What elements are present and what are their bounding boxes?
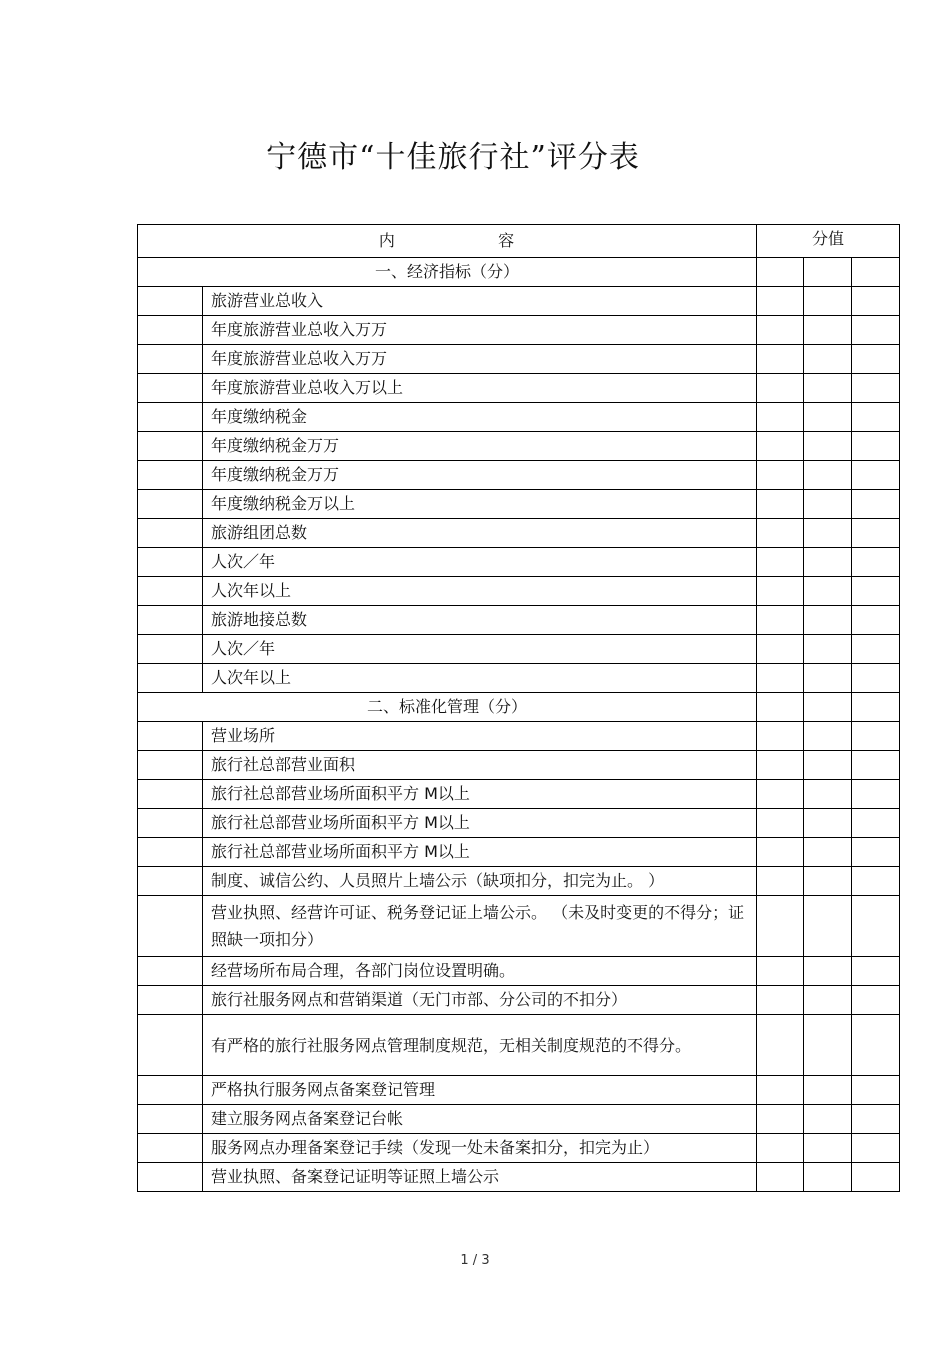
table-row (138, 957, 900, 986)
table-row (138, 1105, 900, 1134)
score-cell (757, 287, 804, 316)
score-cell (804, 258, 852, 287)
table-row (138, 548, 900, 577)
score-cell (852, 693, 900, 722)
score-cell (852, 780, 900, 809)
item-text: 人次／年 (203, 635, 757, 664)
score-cell (757, 374, 804, 403)
score-cell (852, 519, 900, 548)
score-table (137, 224, 900, 1192)
item-text: 年度旅游营业总收入万万 (203, 316, 757, 345)
table-row (138, 461, 900, 490)
score-cell (804, 519, 852, 548)
score-cell (804, 780, 852, 809)
score-cell (804, 548, 852, 577)
score-cell (804, 957, 852, 986)
score-cell (852, 751, 900, 780)
table-row (138, 751, 900, 780)
score-cell (804, 577, 852, 606)
score-cell (852, 809, 900, 838)
table-row (138, 809, 900, 838)
item-text: 人次年以上 (203, 577, 757, 606)
score-cell (852, 635, 900, 664)
score-cell (757, 461, 804, 490)
score-cell (757, 635, 804, 664)
table-row (138, 374, 900, 403)
index-cell (138, 809, 203, 838)
item-text: 营业场所 (203, 722, 757, 751)
index-cell (138, 548, 203, 577)
score-cell (852, 838, 900, 867)
score-cell (852, 345, 900, 374)
table-row (138, 403, 900, 432)
item-text: 营业执照、备案登记证明等证照上墙公示 (203, 1163, 757, 1192)
item-text: 人次年以上 (203, 664, 757, 693)
item-text: 有严格的旅行社服务网点管理制度规范，无相关制度规范的不得分。 (203, 1015, 757, 1076)
score-cell (757, 548, 804, 577)
score-cell (852, 258, 900, 287)
item-text: 旅行社总部营业场所面积平方 M以上 (203, 838, 757, 867)
section-row-economic (138, 258, 900, 287)
index-cell (138, 986, 203, 1015)
score-cell (852, 1105, 900, 1134)
score-cell (804, 986, 852, 1015)
score-cell (804, 606, 852, 635)
table-row (138, 345, 900, 374)
score-cell (757, 316, 804, 345)
score-cell (757, 1015, 804, 1076)
section-heading: 二、标准化管理（分） (138, 693, 757, 722)
score-cell (804, 1134, 852, 1163)
score-cell (852, 606, 900, 635)
score-cell (757, 1134, 804, 1163)
score-cell (757, 1163, 804, 1192)
score-cell (804, 1105, 852, 1134)
score-cell (804, 1163, 852, 1192)
table-row (138, 519, 900, 548)
score-cell (757, 751, 804, 780)
score-cell (757, 664, 804, 693)
header-score-cell: 分值 (757, 225, 900, 258)
table-row (138, 635, 900, 664)
index-cell (138, 664, 203, 693)
score-cell (804, 838, 852, 867)
index-cell (138, 374, 203, 403)
index-cell (138, 287, 203, 316)
table-row (138, 287, 900, 316)
header-content-char-2: 容 (498, 231, 516, 250)
score-cell (852, 1076, 900, 1105)
index-cell (138, 896, 203, 957)
score-cell (804, 809, 852, 838)
item-text: 年度缴纳税金万以上 (203, 490, 757, 519)
score-cell (804, 461, 852, 490)
score-cell (852, 403, 900, 432)
score-cell (757, 345, 804, 374)
index-cell (138, 1163, 203, 1192)
score-cell (852, 432, 900, 461)
item-text: 制度、诚信公约、人员照片上墙公示（缺项扣分，扣完为止。 ） (203, 867, 757, 896)
score-cell (804, 693, 852, 722)
score-cell (852, 896, 900, 957)
score-cell (852, 548, 900, 577)
item-text: 旅行社服务网点和营销渠道（无门市部、分公司的不扣分） (203, 986, 757, 1015)
item-text: 严格执行服务网点备案登记管理 (203, 1076, 757, 1105)
table-row (138, 606, 900, 635)
index-cell (138, 345, 203, 374)
index-cell (138, 519, 203, 548)
table-row (138, 1015, 900, 1076)
index-cell (138, 316, 203, 345)
table-row (138, 1076, 900, 1105)
table-row (138, 577, 900, 606)
score-cell (852, 986, 900, 1015)
item-text: 旅行社总部营业面积 (203, 751, 757, 780)
score-cell (852, 374, 900, 403)
score-cell (757, 490, 804, 519)
index-cell (138, 867, 203, 896)
table-row (138, 316, 900, 345)
score-cell (804, 345, 852, 374)
score-cell (757, 896, 804, 957)
item-text: 年度旅游营业总收入万以上 (203, 374, 757, 403)
score-cell (804, 664, 852, 693)
table-row (138, 1134, 900, 1163)
score-cell (804, 374, 852, 403)
item-text: 建立服务网点备案登记台帐 (203, 1105, 757, 1134)
score-cell (804, 1015, 852, 1076)
table-row (138, 664, 900, 693)
index-cell (138, 461, 203, 490)
score-cell (804, 635, 852, 664)
header-content-char-1: 内 (378, 231, 396, 250)
index-cell (138, 1076, 203, 1105)
score-cell (757, 403, 804, 432)
score-cell (757, 258, 804, 287)
score-cell (804, 432, 852, 461)
score-cell (804, 722, 852, 751)
index-cell (138, 1105, 203, 1134)
score-cell (757, 519, 804, 548)
score-cell (757, 957, 804, 986)
item-text: 服务网点办理备案登记手续（发现一处未备案扣分，扣完为止） (203, 1134, 757, 1163)
score-cell (804, 287, 852, 316)
index-cell (138, 722, 203, 751)
score-cell (804, 316, 852, 345)
table-row (138, 432, 900, 461)
header-content-cell (138, 225, 757, 258)
item-text: 营业执照、经营许可证、税务登记证上墙公示。 （未及时变更的不得分；证照缺一项扣分） (203, 896, 757, 957)
score-cell (757, 606, 804, 635)
table-row (138, 867, 900, 896)
index-cell (138, 751, 203, 780)
score-cell (852, 316, 900, 345)
table-row (138, 838, 900, 867)
index-cell (138, 606, 203, 635)
score-cell (852, 1134, 900, 1163)
score-cell (852, 1015, 900, 1076)
item-text: 旅游营业总收入 (203, 287, 757, 316)
score-cell (804, 867, 852, 896)
score-cell (852, 722, 900, 751)
score-cell (757, 722, 804, 751)
table-row (138, 896, 900, 957)
table-row (138, 1163, 900, 1192)
score-cell (757, 838, 804, 867)
index-cell (138, 957, 203, 986)
page-number: 1 / 3 (460, 1253, 490, 1268)
table-row (138, 780, 900, 809)
item-text: 旅游地接总数 (203, 606, 757, 635)
score-cell (757, 809, 804, 838)
score-cell (757, 780, 804, 809)
item-text: 旅行社总部营业场所面积平方 M以上 (203, 809, 757, 838)
item-text: 经营场所布局合理，各部门岗位设置明确。 (203, 957, 757, 986)
score-cell (852, 867, 900, 896)
score-cell (757, 432, 804, 461)
header-row (138, 225, 900, 258)
score-cell (852, 664, 900, 693)
item-text: 旅行社总部营业场所面积平方 M以上 (203, 780, 757, 809)
index-cell (138, 838, 203, 867)
score-cell (757, 1105, 804, 1134)
table-row (138, 986, 900, 1015)
score-cell (852, 287, 900, 316)
score-cell (852, 1163, 900, 1192)
score-cell (852, 461, 900, 490)
score-cell (852, 490, 900, 519)
section-row-management (138, 693, 900, 722)
score-cell (804, 1076, 852, 1105)
index-cell (138, 1015, 203, 1076)
score-cell (804, 490, 852, 519)
score-cell (757, 577, 804, 606)
index-cell (138, 780, 203, 809)
score-cell (757, 867, 804, 896)
table-row (138, 722, 900, 751)
score-cell (804, 896, 852, 957)
item-text: 年度缴纳税金万万 (203, 432, 757, 461)
table-row (138, 490, 900, 519)
item-text: 年度旅游营业总收入万万 (203, 345, 757, 374)
index-cell (138, 432, 203, 461)
page-title: 宁德市“十佳旅行社”评分表 (266, 140, 640, 175)
index-cell (138, 490, 203, 519)
score-cell (852, 957, 900, 986)
section-heading: 一、经济指标（分） (138, 258, 757, 287)
score-cell (757, 1076, 804, 1105)
score-cell (804, 403, 852, 432)
index-cell (138, 577, 203, 606)
item-text: 年度缴纳税金万万 (203, 461, 757, 490)
score-cell (757, 693, 804, 722)
item-text: 旅游组团总数 (203, 519, 757, 548)
index-cell (138, 635, 203, 664)
score-cell (757, 986, 804, 1015)
score-cell (852, 577, 900, 606)
index-cell (138, 1134, 203, 1163)
item-text: 年度缴纳税金 (203, 403, 757, 432)
item-text: 人次／年 (203, 548, 757, 577)
index-cell (138, 403, 203, 432)
score-cell (804, 751, 852, 780)
